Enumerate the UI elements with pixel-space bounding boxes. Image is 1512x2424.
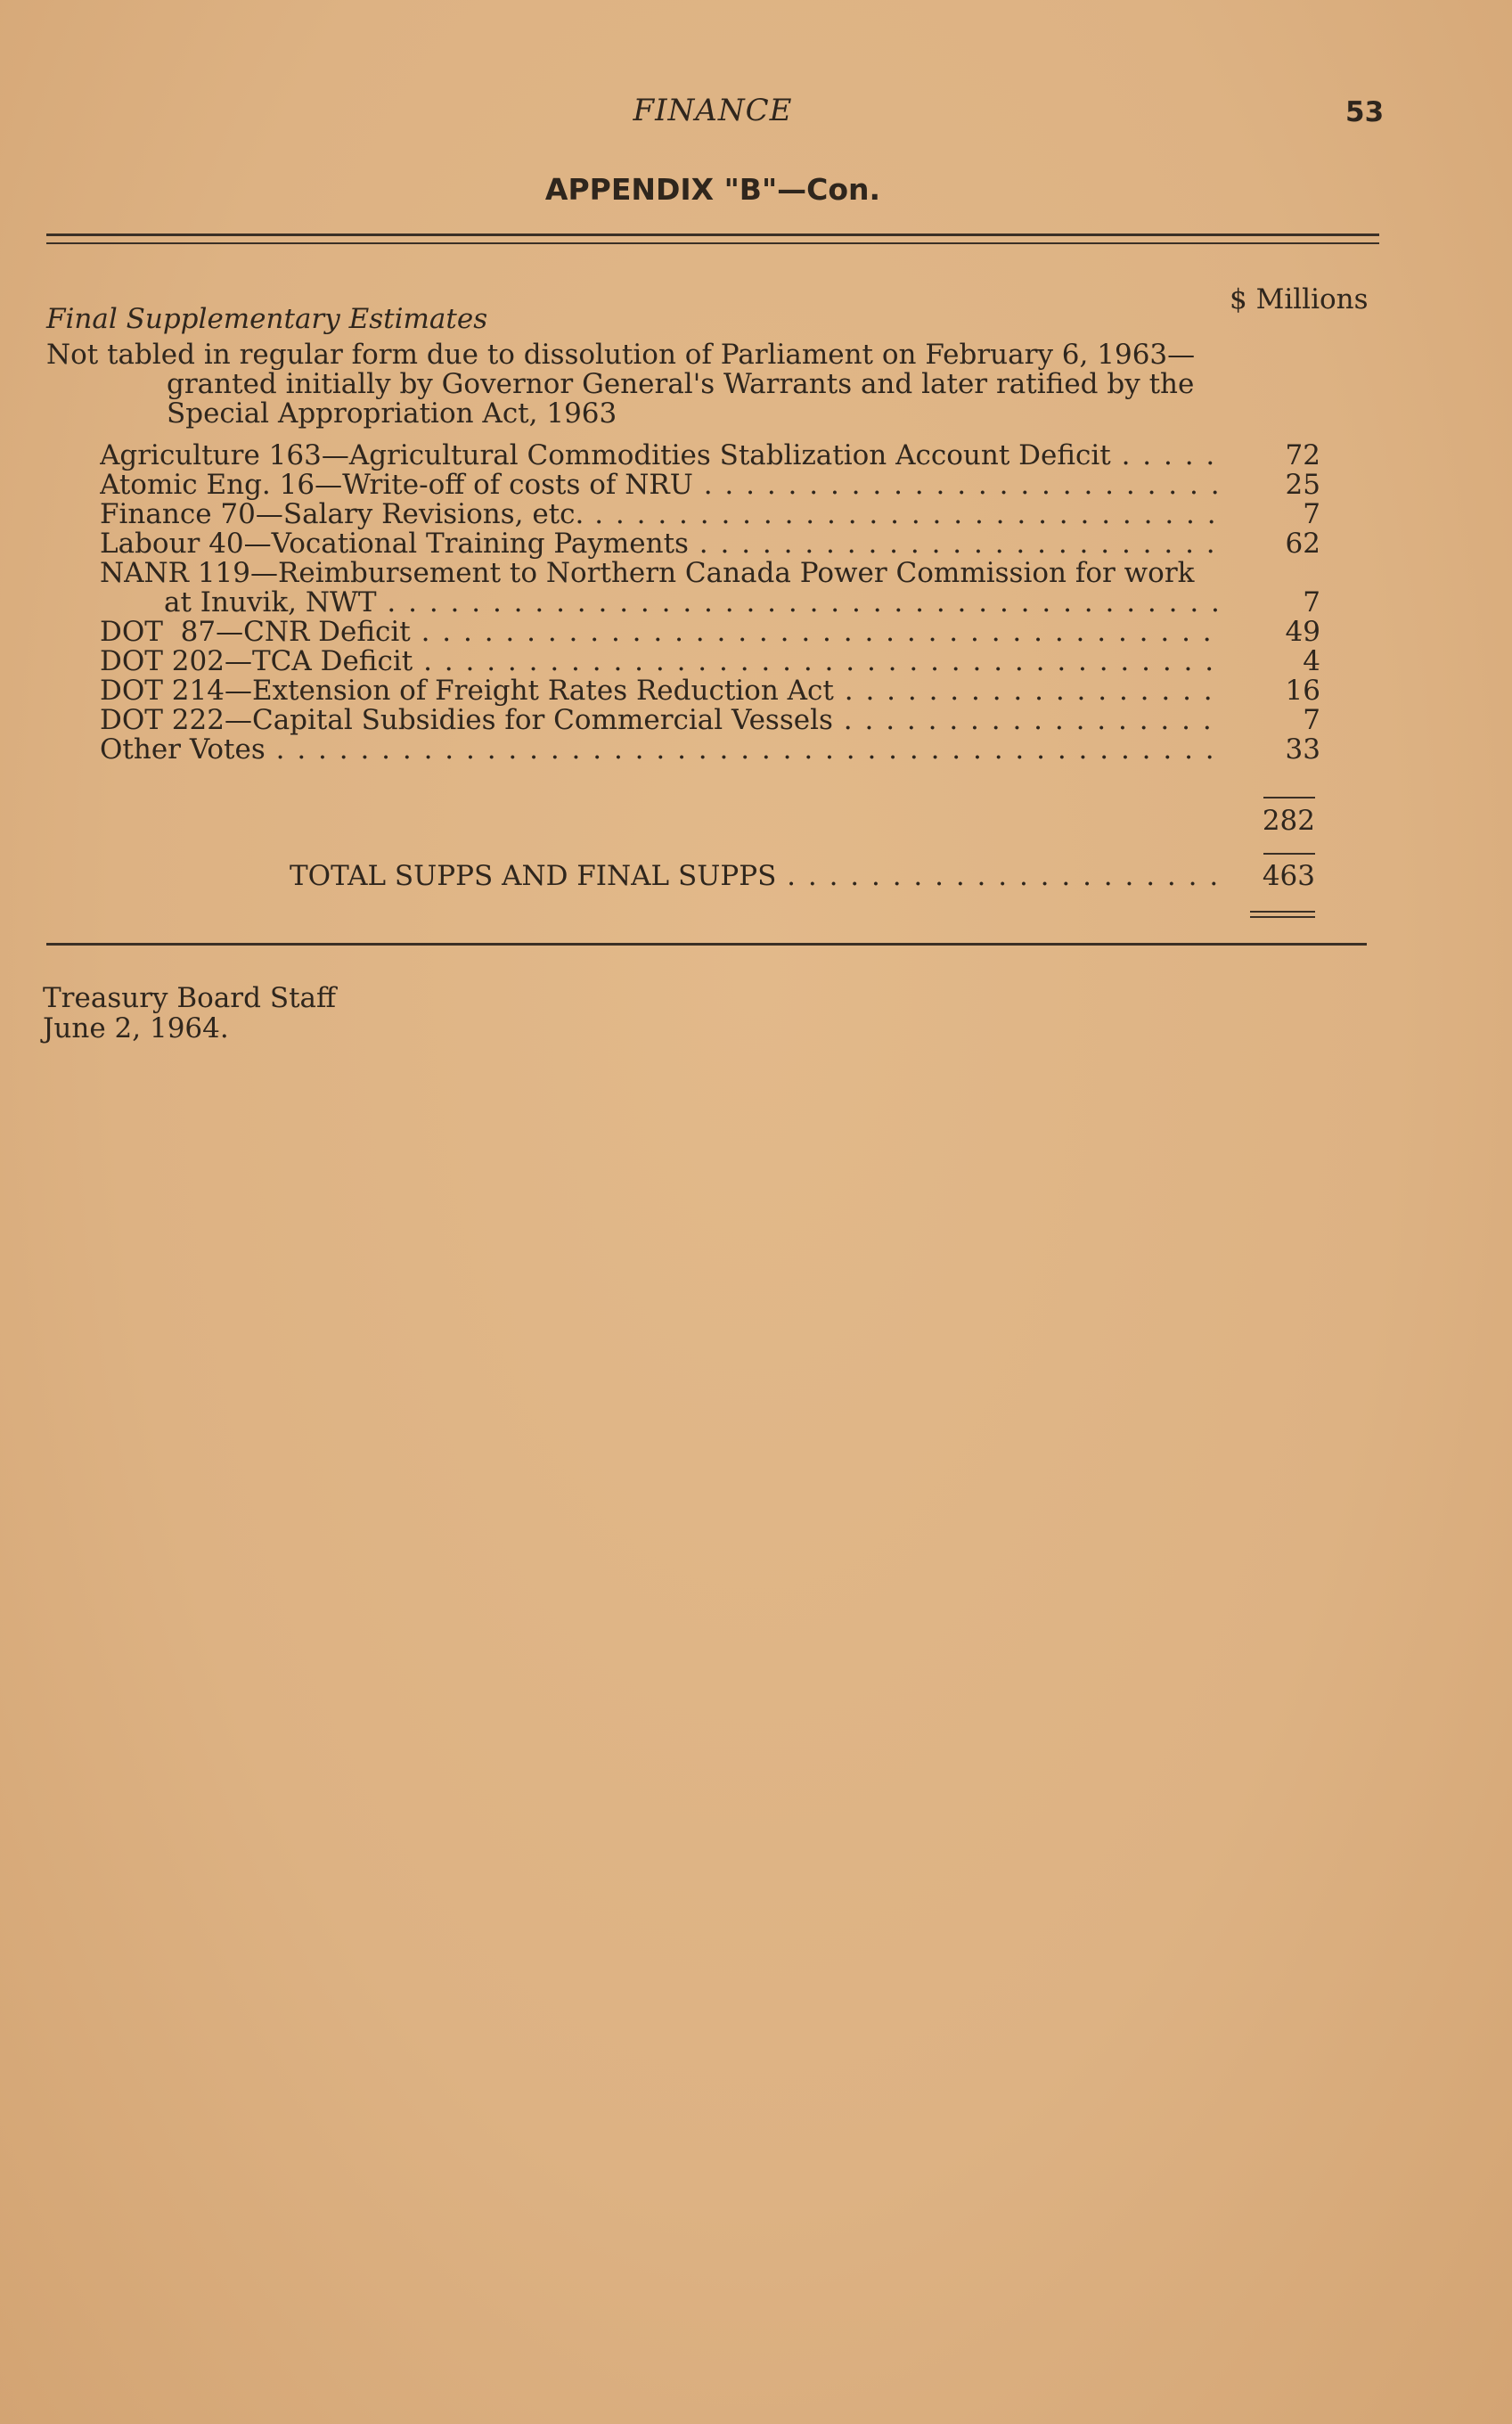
- intro-line: Not tabled in regular form due to dissolution of Parliament on February 6, 1963—: [46, 339, 1196, 371]
- subtotal-value: 282: [1262, 805, 1315, 837]
- item-label: Agriculture 163—Agricultural Commodities Stablization Account Deficit . . .: [100, 441, 1221, 471]
- signer-name: Treasury Board Staff: [43, 982, 337, 1014]
- item-value: 7: [1303, 586, 1320, 618]
- list-item: [100, 529, 1320, 559]
- item-value: 72: [1285, 439, 1320, 471]
- list-item: [100, 559, 1320, 588]
- item-value: 7: [1303, 704, 1320, 736]
- total-value: 463: [1262, 860, 1315, 892]
- item-label: at Inuvik, NWT . . .: [100, 588, 1226, 618]
- item-label: Atomic Eng. 16—Write-off of costs of NRU . . .: [100, 471, 1221, 500]
- signature-date: June 2, 1964.: [43, 1012, 229, 1044]
- list-item: [100, 588, 1320, 618]
- list-item: [100, 500, 1320, 529]
- item-value: [1221, 559, 1320, 588]
- item-value: 16: [1285, 675, 1320, 707]
- item-label: NANR 119—Reimbursement to Northern Canada Power Commission for work: [100, 559, 1195, 588]
- item-label: Finance 70—Salary Revisions, etc. . . .: [100, 500, 1221, 529]
- item-label: Other Votes . . .: [100, 735, 1221, 765]
- item-label: Labour 40—Vocational Training Payments . . .: [100, 529, 1221, 559]
- item-label: DOT 222—Capital Subsidies for Commercial Vessels . . .: [100, 706, 1221, 735]
- page-number: 53: [1345, 96, 1385, 128]
- list-item: [100, 676, 1320, 706]
- total-double-rule: [1250, 911, 1315, 918]
- item-value: 49: [1285, 616, 1320, 648]
- list-item: [100, 618, 1320, 647]
- estimates-list: [100, 441, 1320, 765]
- item-value: 33: [1285, 733, 1320, 766]
- subtotal-rule: [1263, 797, 1315, 798]
- list-item: [100, 441, 1320, 471]
- header-double-rule: [46, 233, 1379, 244]
- section-end-rule: [46, 943, 1367, 946]
- total-row: [290, 860, 1315, 892]
- item-value: 62: [1285, 528, 1320, 560]
- item-label: DOT 87—CNR Deficit . . .: [100, 618, 1221, 647]
- total-label: TOTAL SUPPS AND FINAL SUPPS . . .: [290, 860, 1216, 892]
- list-item: [100, 471, 1320, 500]
- list-item: [100, 706, 1320, 735]
- running-title: FINANCE: [633, 93, 793, 128]
- item-value: 25: [1285, 469, 1320, 501]
- section-title: Final Supplementary Estimates: [46, 303, 488, 335]
- intro-paragraph: [46, 340, 1231, 429]
- intro-line: granted initially by Governor General's Warrants and later ratified by the: [167, 368, 1195, 400]
- item-label: DOT 202—TCA Deficit . . .: [100, 647, 1221, 676]
- appendix-title: APPENDIX "B"—Con.: [544, 172, 881, 207]
- signature-block: [43, 983, 336, 1044]
- total-rule: [1263, 853, 1315, 855]
- intro-line: Special Appropriation Act, 1963: [167, 397, 617, 430]
- column-heading-millions: $ Millions: [1230, 283, 1369, 315]
- list-item: [100, 735, 1320, 765]
- item-value: 4: [1303, 645, 1320, 677]
- list-item: [100, 647, 1320, 676]
- item-label: DOT 214—Extension of Freight Rates Reduction Act . . .: [100, 676, 1221, 706]
- item-value: 7: [1303, 498, 1320, 530]
